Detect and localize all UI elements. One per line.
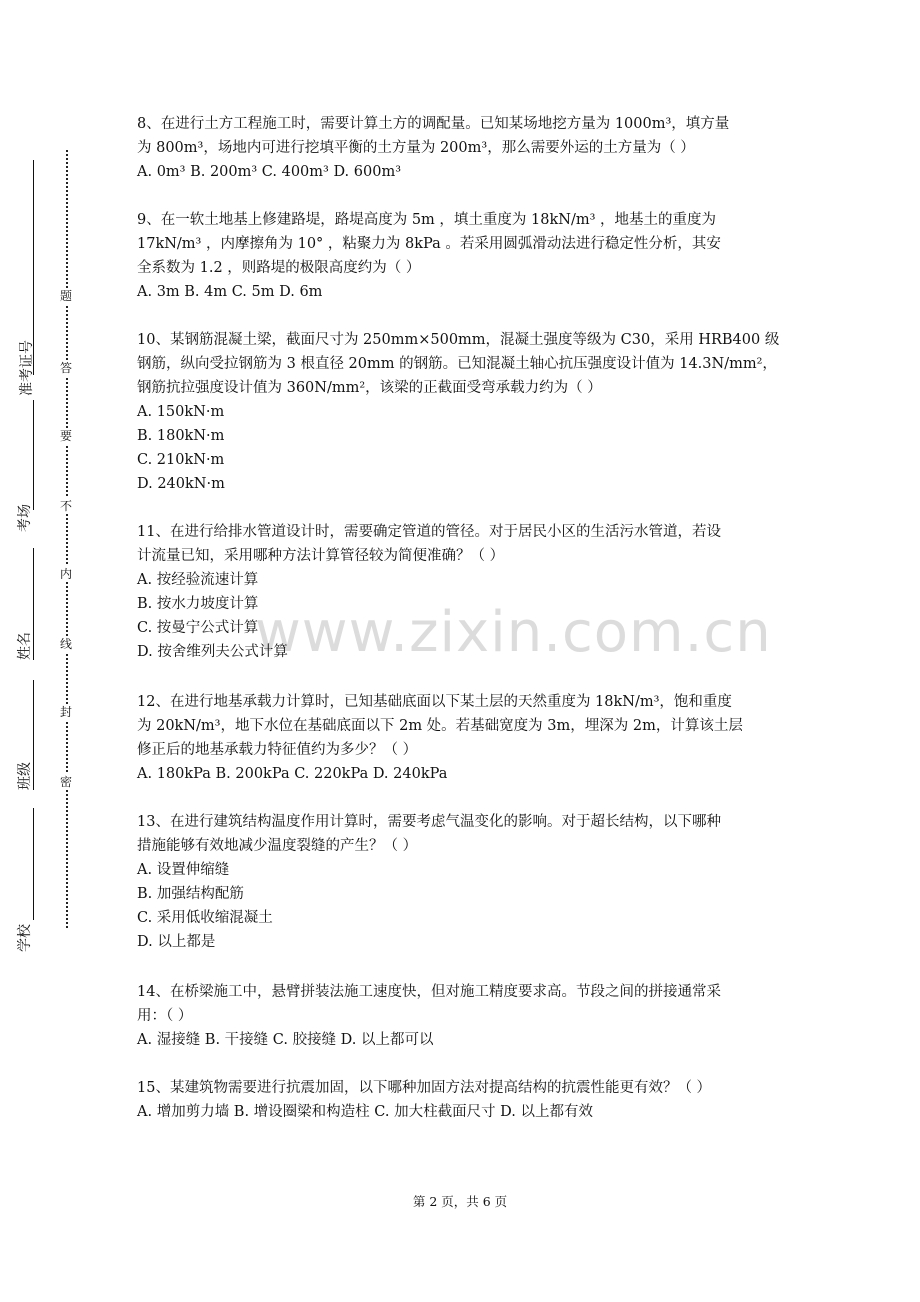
option-b: B. 按水力坡度计算 xyxy=(137,596,259,612)
question-text: 10、某钢筋混凝土梁，截面尺寸为 250mm×500mm，混凝土强度等级为 C30，采用 HRB400 级 xyxy=(137,332,780,348)
question-text: 12、在进行地基承载力计算时，已知基础底面以下某土层的天然重度为 18kN/m³，饱和重度 xyxy=(137,694,732,710)
question-text: 修正后的地基承载力特征值约为多少？（ ） xyxy=(137,742,418,758)
exam-number-label: 准考证号 xyxy=(19,340,35,396)
watermark: www.zixin.com.cn xyxy=(255,600,772,665)
question-text: 钢筋，纵向受拉钢筋为 3 根直径 20mm 的钢筋。已知混凝土轴心抗压强度设计值为 14.3N/mm²， xyxy=(137,356,777,372)
option-line: A. 0m³ B. 200m³ C. 400m³ D. 600m³ xyxy=(137,164,402,180)
option-c: C. 采用低收缩混凝土 xyxy=(137,910,273,926)
question-text: 15、某建筑物需要进行抗震加固，以下哪种加固方法对提高结构的抗震性能更有效？（ ） xyxy=(137,1080,712,1096)
question-13 xyxy=(137,810,787,954)
question-text: 9、在一软土地基上修建路堤，路堤高度为 5m ，填土重度为 18kN/m³ ，地基土的重度为 xyxy=(137,212,717,228)
question-14 xyxy=(137,980,787,1052)
question-9 xyxy=(137,208,787,304)
question-text: 为 800m³，场地内可进行挖填平衡的土方量为 200m³，那么需要外运的土方量为（ ） xyxy=(137,140,695,156)
option-c: C. 按曼宁公式计算 xyxy=(137,620,259,636)
option-a: A. 150kN·m xyxy=(137,404,225,420)
option-line: A. 180kPa B. 200kPa C. 220kPa D. 240kPa xyxy=(137,766,448,782)
question-text: 全系数为 1.2 ，则路堤的极限高度约为（ ） xyxy=(137,260,421,276)
question-text: 用：（ ） xyxy=(137,1008,193,1024)
seal-char: 答 xyxy=(57,360,75,376)
seal-char: 内 xyxy=(57,566,75,582)
page-footer: 第 2 页，共 6 页 xyxy=(412,1194,508,1209)
question-15 xyxy=(137,1076,787,1124)
option-a: A. 按经验流速计算 xyxy=(137,572,259,588)
question-text: 计流量已知，采用哪种方法计算管径较为简便准确？（ ） xyxy=(137,548,505,564)
option-line: A. 3m B. 4m C. 5m D. 6m xyxy=(137,284,323,300)
question-text: 17kN/m³ ，内摩擦角为 10° ，粘聚力为 8kPa 。若采用圆弧滑动法进行稳定性分析，其安 xyxy=(137,236,721,252)
question-text: 8、在进行土方工程施工时，需要计算土方的调配量。已知某场地挖方量为 1000m³，填方量 xyxy=(137,116,730,132)
school-label: 学校 xyxy=(17,924,33,952)
option-a: A. 设置伸缩缝 xyxy=(137,862,230,878)
seal-char: 题 xyxy=(57,288,75,304)
field-underline xyxy=(33,400,34,510)
question-text: 措施能够有效地减少温度裂缝的产生？（ ） xyxy=(137,838,418,854)
seal-char: 线 xyxy=(57,636,75,652)
question-text: 13、在进行建筑结构温度作用计算时，需要考虑气温变化的影响。对于超长结构，以下哪种 xyxy=(137,814,721,830)
question-10 xyxy=(137,328,787,496)
question-text: 为 20kN/m³，地下水位在基础底面以下 2m 处。若基础宽度为 3m，埋深为 2m，计算该土层 xyxy=(137,718,743,734)
option-line: A. 增加剪力墙 B. 增设圈梁和构造柱 C. 加大柱截面尺寸 D. 以上都有效 xyxy=(137,1104,594,1120)
seal-char: 要 xyxy=(57,428,75,444)
seal-char: 不 xyxy=(57,498,75,514)
question-11 xyxy=(137,520,787,664)
option-b: B. 加强结构配筋 xyxy=(137,886,244,902)
name-label: 姓名 xyxy=(17,632,33,660)
seal-char: 封 xyxy=(57,704,75,720)
class-label: 班级 xyxy=(17,762,33,790)
option-b: B. 180kN·m xyxy=(137,428,225,444)
option-d: D. 240kN·m xyxy=(137,476,225,492)
field-underline xyxy=(33,808,34,920)
option-d: D. 按舍维列夫公式计算 xyxy=(137,644,288,660)
option-c: C. 210kN·m xyxy=(137,452,225,468)
seal-dotted-line xyxy=(66,150,68,928)
seal-char: 密 xyxy=(57,774,75,790)
question-text: 钢筋抗拉强度设计值为 360N/mm²，该梁的正截面受弯承载力约为（ ） xyxy=(137,380,602,396)
question-12 xyxy=(137,690,787,786)
question-text: 14、在桥梁施工中，悬臂拼装法施工速度快，但对施工精度要求高。节段之间的拼接通常采 xyxy=(137,984,721,1000)
option-d: D. 以上都是 xyxy=(137,934,216,950)
question-8 xyxy=(137,112,787,184)
question-text: 11、在进行给排水管道设计时，需要确定管道的管径。对于居民小区的生活污水管道，若设 xyxy=(137,524,721,540)
exam-room-label: 考场 xyxy=(17,504,33,532)
option-line: A. 湿接缝 B. 干接缝 C. 胶接缝 D. 以上都可以 xyxy=(137,1032,434,1048)
